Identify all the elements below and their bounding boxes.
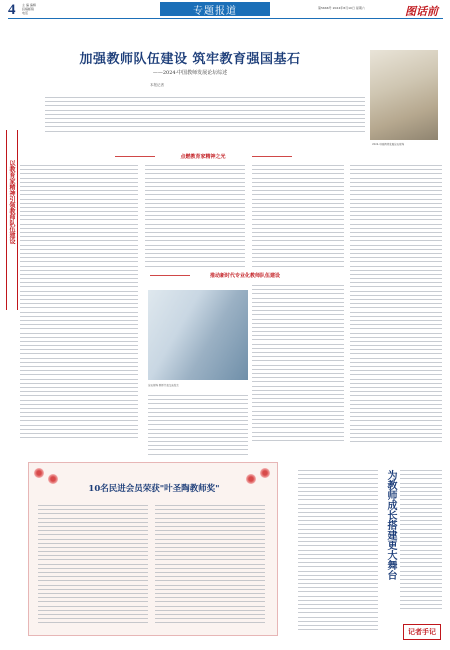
newspaper-logo: 图话前	[405, 5, 438, 18]
flower-icon	[246, 474, 256, 484]
forum-photo	[370, 50, 438, 140]
date-line: 第5666号 2024年8月10日 星期六	[318, 6, 365, 10]
photo1-caption: 2024·中国教师发展论坛现场	[372, 143, 405, 146]
column-3b	[252, 285, 344, 444]
column-2b	[148, 395, 248, 458]
header-rule	[8, 18, 443, 19]
flower-icon	[48, 474, 58, 484]
section-heading-2: 推动新时代专业化教师队伍建设	[209, 273, 280, 279]
intro-text	[45, 97, 365, 135]
column-4	[350, 165, 442, 446]
section-tab[interactable]: 专题报道	[160, 2, 270, 16]
photo2-caption: 论坛现场 教师代表交流发言	[148, 384, 179, 387]
section-heading-1: 点燃教育家精神之光	[180, 154, 226, 160]
teacher-photo	[148, 290, 248, 380]
column-2	[145, 165, 245, 270]
header-info: 主 编 编辑 投稿邮箱 电话	[22, 3, 36, 15]
column-3	[252, 165, 344, 270]
flower-icon	[260, 468, 270, 478]
right-panel-title: 为教师成长搭建更大舞台	[385, 470, 396, 580]
right-column-1	[298, 470, 378, 633]
award-column-2	[155, 505, 265, 626]
column-1	[20, 165, 138, 441]
subtitle: ——2024·中国教师发展论坛综述	[152, 70, 228, 76]
right-column-2	[400, 470, 442, 612]
award-column-1	[38, 505, 148, 626]
main-title: 加强教师队伍建设 筑牢教育强国基石	[79, 52, 301, 67]
flower-icon	[34, 468, 44, 478]
rule-right-1	[252, 156, 292, 157]
award-title: 10名民进会员荣获"叶圣陶教师奖"	[88, 484, 220, 494]
reporter-note-label: 记者手记	[403, 624, 441, 640]
rule-left-1	[115, 156, 155, 157]
side-column-title: 以教育家精神引领教师队伍建设	[8, 160, 15, 244]
page-number: 4	[8, 2, 16, 18]
byline: 本报记者	[150, 83, 164, 87]
